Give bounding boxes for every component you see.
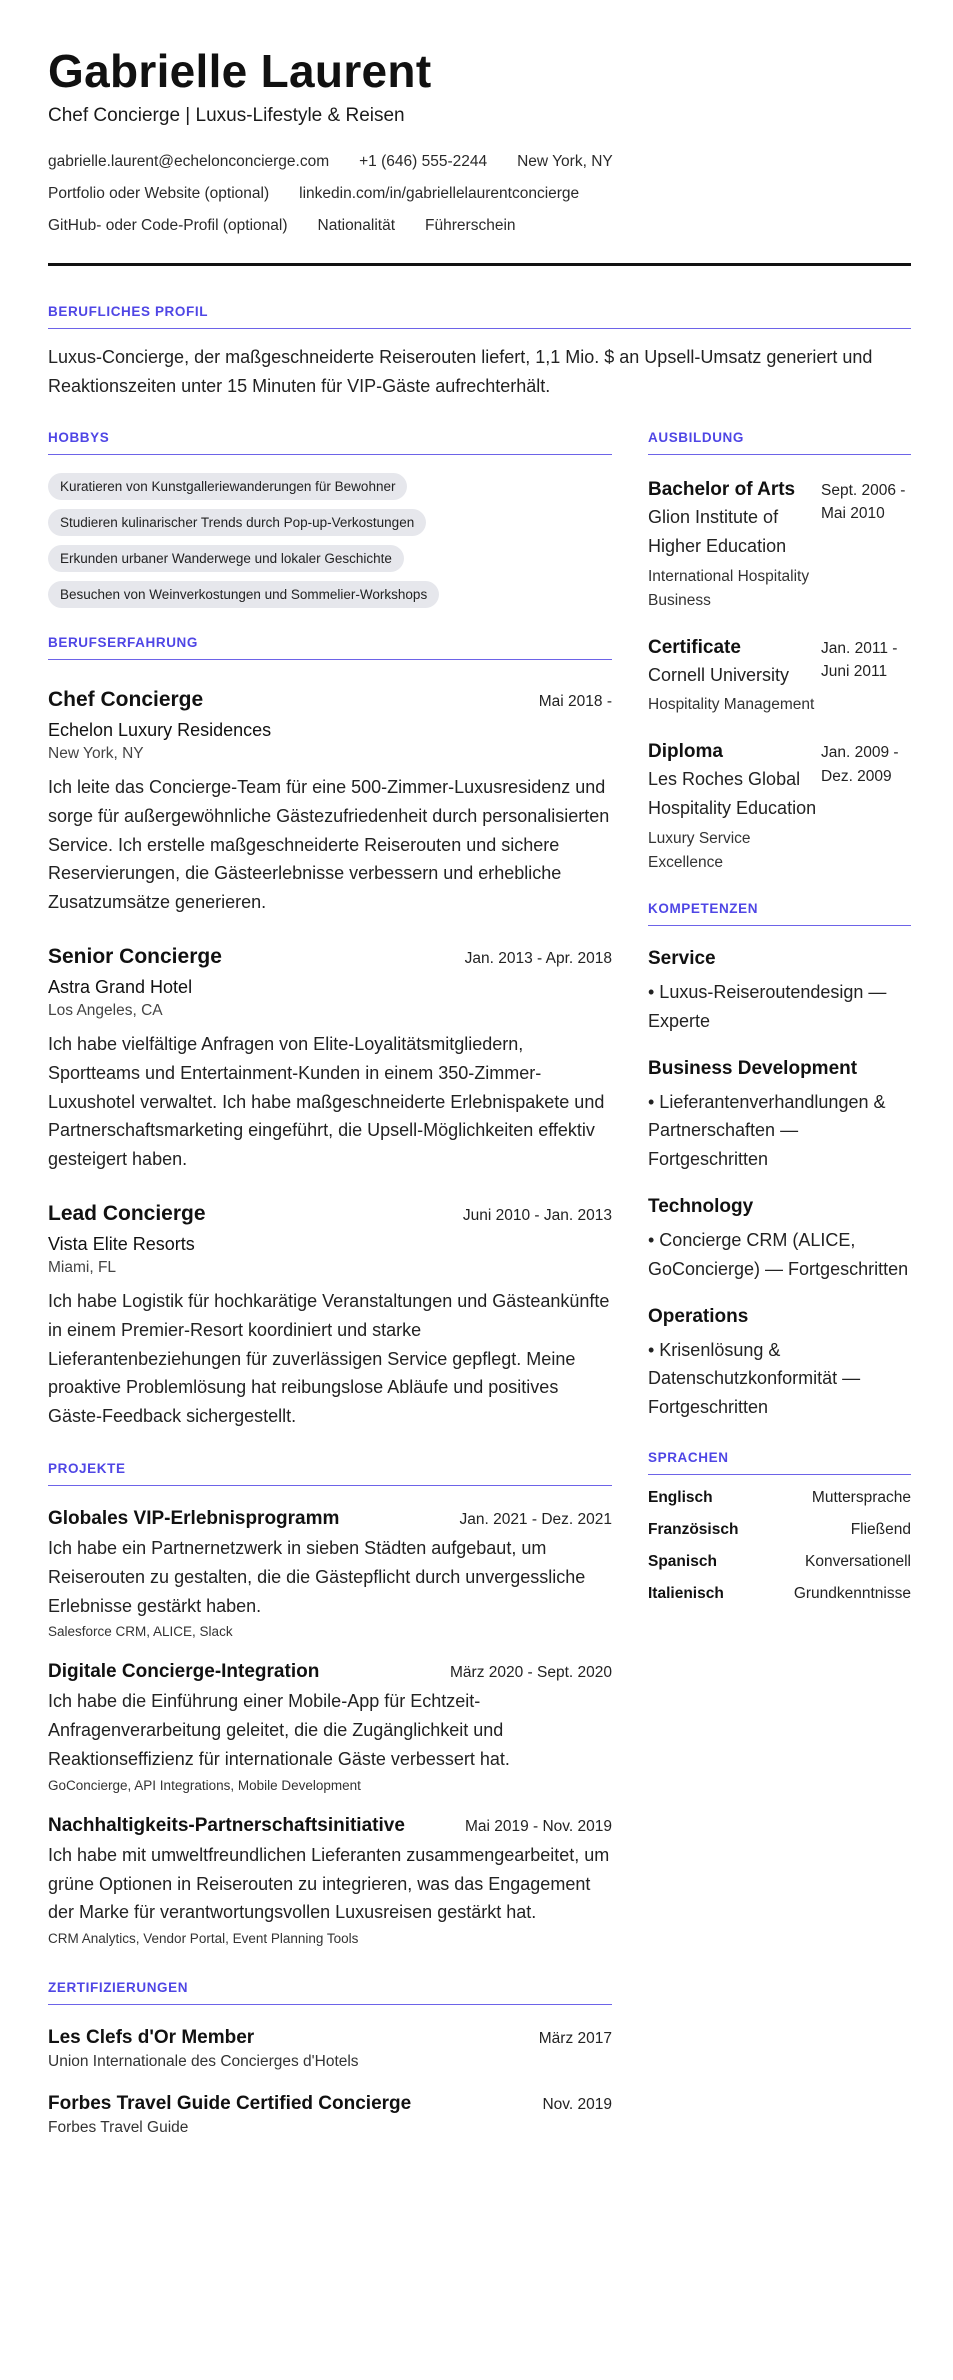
skill-category: Operations (648, 1305, 749, 1327)
certification-date: Nov. 2019 (542, 2096, 612, 2114)
right-column (648, 430, 911, 2137)
job-description: Ich habe Logistik für hochkarätige Veranstaltungen und Gästeankünfte in einem Premier-Resort koordiniert und starke Lieferantenbeziehungen für zuverlässigen Service gepflegt. Meine proaktive Problemlösung hat reibungslose Abläufe und positives Gäste-Feedback sichergestellt. (48, 1290, 610, 1427)
project-name: Nachhaltigkeits-Partnerschaftsinitiative (48, 1814, 405, 1836)
education-school: Les Roches Global Hospitality Education (648, 769, 817, 819)
education-school: Glion Institute of Higher Education (648, 506, 787, 556)
location-text: New York, NY (517, 152, 613, 170)
job-date: Jan. 2013 - Apr. 2018 (464, 949, 612, 967)
job-description: Ich habe vielfältige Anfragen von Elite-Loyalitätsmitgliedern, Sportteams und Entertainment-Kunden in einem 350-Zimmer-Luxushotel verwaltet. Ich habe maßgeschneiderte Erlebnispakete und Partnerschaftsmarketing eingeführt, die Upsell-Möglichkeiten effektiv gesteigert haben. (48, 1033, 605, 1170)
skill-item: • Krisenlösung & Datenschutzkonformität — Fortgeschritten (648, 1339, 861, 1418)
skills-heading: KOMPETENZEN (648, 901, 911, 926)
certifications-section (48, 1980, 612, 2137)
github-link[interactable]: GitHub- oder Code-Profil (optional) (48, 216, 288, 234)
job-entry (48, 1202, 612, 1431)
profile-text: Luxus-Concierge, der maßgeschneiderte Reiserouten liefert, 1,1 Mio. $ an Upsell-Umsatz generiert und Reaktionszeiten unter 15 Minuten für VIP-Gäste aufrechterhält. (48, 346, 873, 397)
phone-number: +1 (646) 555-2244 (359, 152, 488, 170)
projects-heading: PROJEKTE (48, 1461, 612, 1486)
languages-heading: SPRACHEN (648, 1450, 911, 1475)
language-level: Fließend (850, 1521, 911, 1538)
nationality-text: Nationalität (317, 216, 396, 234)
certification-org: Union Internationale des Concierges d'Hotels (48, 2053, 359, 2071)
job-role: Lead Concierge (48, 1201, 206, 1225)
skill-category: Business Development (648, 1057, 858, 1079)
project-tech: GoConcierge, API Integrations, Mobile Development (48, 1777, 361, 1793)
project-tech: Salesforce CRM, ALICE, Slack (48, 1624, 233, 1640)
profile-heading: BERUFLICHES PROFIL (48, 304, 911, 329)
education-degree: Bachelor of Arts (648, 478, 796, 500)
license-text: Führerschein (425, 216, 516, 234)
experience-heading: BERUFSERFAHRUNG (48, 635, 612, 660)
experience-section (48, 635, 612, 1431)
job-date: Mai 2018 - (538, 692, 612, 710)
project-name: Digitale Concierge-Integration (48, 1661, 320, 1683)
contact-row-1 (48, 153, 911, 171)
education-field: Luxury Service Excellence (648, 830, 751, 872)
project-date: März 2020 - Sept. 2020 (450, 1664, 612, 1682)
hobbies-heading: HOBBYS (48, 430, 612, 455)
hobby-list (48, 473, 612, 617)
project-description: Ich habe die Einführung einer Mobile-App für Echtzeit-Anfragenverarbeitung geleitet, die die Zugänglichkeit und Reaktionseffizienz für internationale Gäste verbessert hat. (48, 1691, 510, 1769)
project-tech: CRM Analytics, Vendor Portal, Event Planning Tools (48, 1931, 359, 1947)
left-column (48, 430, 612, 2137)
language-row (648, 1585, 911, 1603)
project-date: Jan. 2021 - Dez. 2021 (459, 1510, 612, 1528)
education-degree: Diploma (648, 741, 723, 763)
language-name: Italienisch (648, 1585, 724, 1602)
certifications-heading: ZERTIFIZIERUNGEN (48, 1980, 612, 2005)
language-level: Konversationell (805, 1553, 911, 1570)
job-location: New York, NY (48, 744, 144, 762)
contact-row-3 (48, 217, 911, 235)
two-column-body (48, 430, 911, 2137)
hobbies-section (48, 430, 612, 617)
education-heading: AUSBILDUNG (648, 430, 911, 455)
header-divider (48, 263, 911, 266)
job-date: Juni 2010 - Jan. 2013 (462, 1206, 612, 1224)
certification-entry (48, 2027, 612, 2071)
job-role: Chef Concierge (48, 687, 204, 711)
project-description: Ich habe mit umweltfreundlichen Lieferanten zusammengearbeitet, um grüne Optionen in Reiserouten zu integrieren, was das Engagement der Marke für verantwortungsvollen Luxusreisen gestärkt hat. (48, 1844, 610, 1923)
job-entry (48, 688, 612, 917)
hobby-chip: Studieren kulinarischer Trends durch Pop-up-Verkostungen (48, 509, 426, 536)
language-name: Spanisch (648, 1553, 717, 1570)
project-entry (48, 1815, 612, 1946)
education-section (648, 430, 911, 875)
skill-item: • Luxus-Reiseroutendesign — Experte (648, 982, 887, 1031)
hobby-chip: Besuchen von Weinverkostungen und Sommelier-Workshops (48, 581, 439, 608)
job-entry (48, 945, 612, 1174)
project-name: Globales VIP-Erlebnisprogramm (48, 1507, 340, 1529)
language-level: Grundkenntnisse (793, 1585, 911, 1602)
skill-item: • Lieferantenverhandlungen & Partnerschaften — Fortgeschritten (648, 1091, 886, 1170)
education-date: Sept. 2006 - Mai 2010 (821, 481, 906, 523)
linkedin-link[interactable]: linkedin.com/in/gabriellelaurentconcierge (299, 184, 580, 202)
language-name: Englisch (648, 1489, 713, 1506)
skill-category: Service (648, 948, 716, 970)
education-entry (648, 637, 911, 718)
projects-section (48, 1461, 612, 1946)
candidate-name: Gabrielle Laurent (48, 45, 432, 97)
language-level: Muttersprache (811, 1489, 911, 1506)
certification-entry (48, 2093, 612, 2137)
education-entry (648, 479, 911, 613)
profile-section (48, 304, 911, 402)
education-date: Jan. 2009 - Dez. 2009 (821, 744, 899, 785)
hobby-chip: Erkunden urbaner Wanderwege und lokaler Geschichte (48, 545, 404, 572)
language-name: Französisch (648, 1521, 739, 1538)
education-field: International Hospitality Business (648, 567, 810, 609)
project-date: Mai 2019 - Nov. 2019 (464, 1817, 612, 1835)
contact-row-2 (48, 185, 911, 203)
language-row (648, 1553, 911, 1571)
job-company: Astra Grand Hotel (48, 976, 193, 997)
job-location: Miami, FL (48, 1258, 117, 1276)
project-description: Ich habe ein Partnernetzwerk in sieben Städten aufgebaut, um Reiserouten zu gestalten, die die Gästepflicht durch unvergessliche Erlebnisse gestärkt haben. (48, 1537, 586, 1616)
job-description: Ich leite das Concierge-Team für eine 500-Zimmer-Luxusresidenz und sorge für außergewöhnliche Gästezufriedenheit durch personalisierten Service. Ich erstelle maßgeschneiderte Reiserouten und sichere Reservierungen, die Gästeerlebnisse verbessern und erhebliche Zusatzumsätze generieren. (48, 776, 610, 913)
education-date: Jan. 2011 - Juni 2011 (821, 639, 898, 680)
education-field: Hospitality Management (648, 696, 815, 714)
project-entry (48, 1508, 612, 1639)
hobby-chip: Kuratieren von Kunstgalleriewanderungen für Bewohner (48, 473, 407, 500)
languages-section (648, 1450, 911, 1603)
project-entry (48, 1661, 612, 1792)
certification-org: Forbes Travel Guide (48, 2119, 189, 2137)
skills-section (648, 901, 911, 1422)
job-role: Senior Concierge (48, 944, 222, 968)
certification-name: Forbes Travel Guide Certified Concierge (48, 2093, 412, 2115)
skill-item: • Concierge CRM (ALICE, GoConcierge) — Fortgeschritten (648, 1230, 909, 1279)
language-row (648, 1521, 911, 1539)
portfolio-link[interactable]: Portfolio oder Website (optional) (48, 184, 270, 202)
education-entry (648, 741, 911, 875)
education-degree: Certificate (648, 636, 741, 658)
email-link[interactable]: gabrielle.laurent@echelonconcierge.com (48, 152, 330, 170)
language-row (648, 1489, 911, 1507)
candidate-title: Chef Concierge | Luxus-Lifestyle & Reisen (48, 104, 405, 126)
certification-name: Les Clefs d'Or Member (48, 2027, 255, 2049)
skill-category: Technology (648, 1196, 754, 1218)
resume-header (48, 46, 911, 266)
education-school: Cornell University (648, 664, 790, 685)
job-location: Los Angeles, CA (48, 1001, 163, 1019)
job-company: Vista Elite Resorts (48, 1233, 195, 1254)
job-company: Echelon Luxury Residences (48, 719, 272, 740)
certification-date: März 2017 (538, 2030, 612, 2048)
